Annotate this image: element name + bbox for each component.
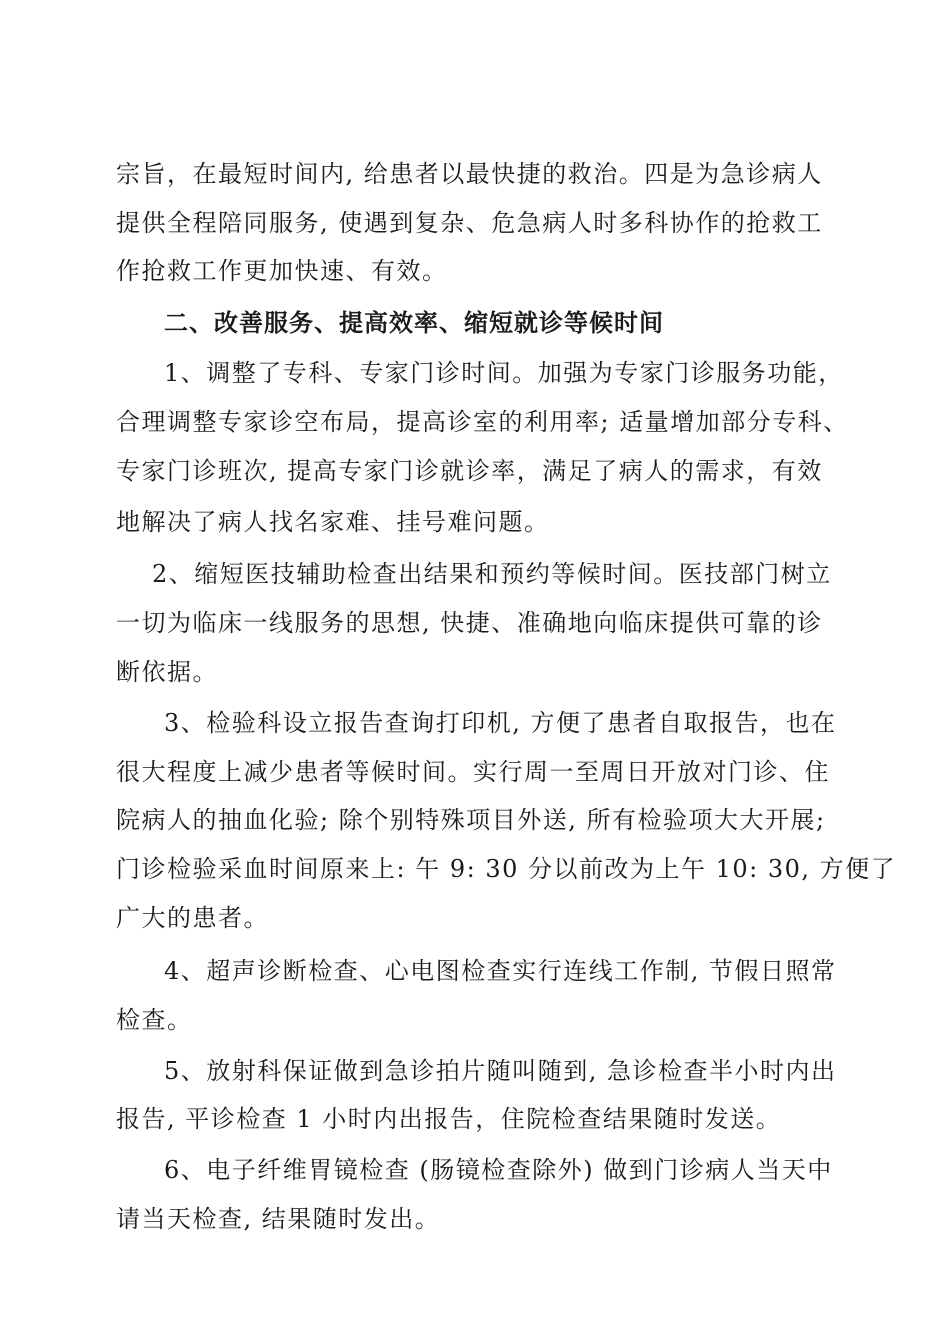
text-line: 4、超声诊断检查、心电图检查实行连线工作制, 节假日照常 <box>164 957 837 985</box>
text-line: 1、调整了专科、专家门诊时间。加强为专家门诊服务功能， <box>164 359 844 387</box>
text-line: 宗旨，在最短时间内, 给患者以最快捷的救治。四是为急诊病人 <box>116 160 823 188</box>
text-line: 广大的患者。 <box>116 904 269 932</box>
text-line: 专家门诊班次, 提高专家门诊就诊率，满足了病人的需求，有效 <box>116 457 823 485</box>
text-line: 报告, 平诊检查 1 小时内出报告，住院检查结果随时发送。 <box>116 1105 782 1133</box>
text-line: 提供全程陪同服务, 使遇到复杂、危急病人时多科协作的抢救工 <box>116 209 823 237</box>
section-heading: 二、改善服务、提高效率、缩短就诊等候时间 <box>164 309 664 337</box>
text-line: 2、缩短医技辅助检查出结果和预约等候时间。医技部门树立 <box>152 560 832 588</box>
text-line: 地解决了病人找名家难、挂号难问题。 <box>116 508 550 536</box>
text-line: 6、电子纤维胃镜检查 (肠镜检查除外) 做到门诊病人当天中 <box>164 1156 833 1184</box>
text-line: 一切为临床一线服务的思想, 快捷、准确地向临床提供可靠的诊 <box>116 609 823 637</box>
text-line: 3、检验科设立报告查询打印机, 方便了患者自取报告，也在 <box>164 709 837 737</box>
text-line: 断依据。 <box>116 658 218 686</box>
text-line: 检查。 <box>116 1006 193 1034</box>
text-line: 门诊检验采血时间原来上: 午 9: 30 分以前改为上午 10: 30, 方便了 <box>116 855 897 883</box>
text-line: 合理调整专家诊空布局，提高诊室的利用率; 适量增加部分专科、 <box>116 408 849 436</box>
text-line: 5、放射科保证做到急诊拍片随叫随到, 急诊检查半小时内出 <box>164 1057 837 1085</box>
text-line: 院病人的抽血化验; 除个别特殊项目外送, 所有检验项大大开展; <box>116 806 826 834</box>
text-line: 很大程度上减少患者等候时间。实行周一至周日开放对门诊、住 <box>116 758 830 786</box>
text-line: 作抢救工作更加快速、有效。 <box>116 257 448 285</box>
text-line: 请当天检查, 结果随时发出。 <box>116 1205 441 1233</box>
